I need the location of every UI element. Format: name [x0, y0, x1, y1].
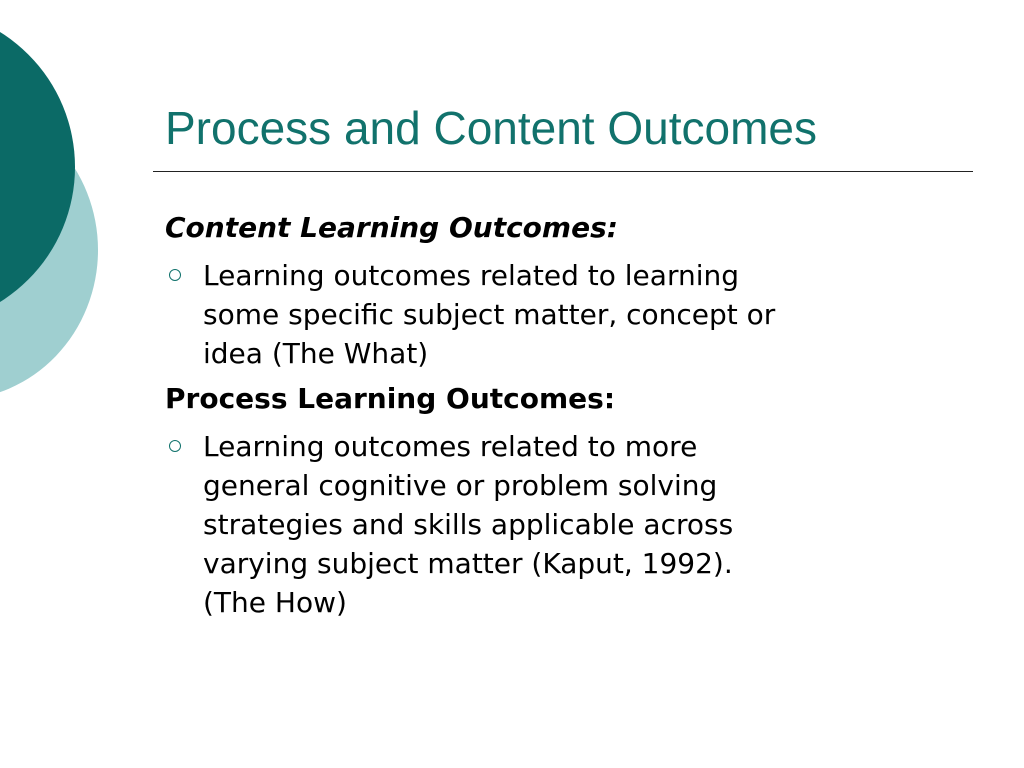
- title-divider: [153, 171, 973, 172]
- slide-title: Process and Content Outcomes: [165, 102, 817, 154]
- content-outcomes-text: [203, 256, 965, 373]
- bullet-line: Learning outcomes related to learning: [203, 259, 740, 292]
- bullet-line: some specific subject matter, concept or: [203, 298, 776, 331]
- content-outcomes-bullet: [165, 256, 965, 373]
- bullet-line: general cognitive or problem solving: [203, 469, 718, 502]
- hollow-circle-bullet-icon: [169, 269, 181, 281]
- bullet-line: (The How): [203, 586, 347, 619]
- process-outcomes-heading: Process Learning Outcomes:: [165, 382, 616, 415]
- bullet-line: varying subject matter (Kaput, 1992).: [203, 547, 733, 580]
- bullet-line: idea (The What): [203, 337, 429, 370]
- hollow-circle-bullet-icon: [169, 440, 181, 452]
- bullet-line: Learning outcomes related to more: [203, 430, 698, 463]
- slide-body: [165, 208, 965, 628]
- content-outcomes-heading: Content Learning Outcomes:: [165, 211, 618, 244]
- bullet-line: strategies and skills applicable across: [203, 508, 734, 541]
- process-outcomes-bullet: [165, 427, 965, 622]
- process-outcomes-text: [203, 427, 965, 622]
